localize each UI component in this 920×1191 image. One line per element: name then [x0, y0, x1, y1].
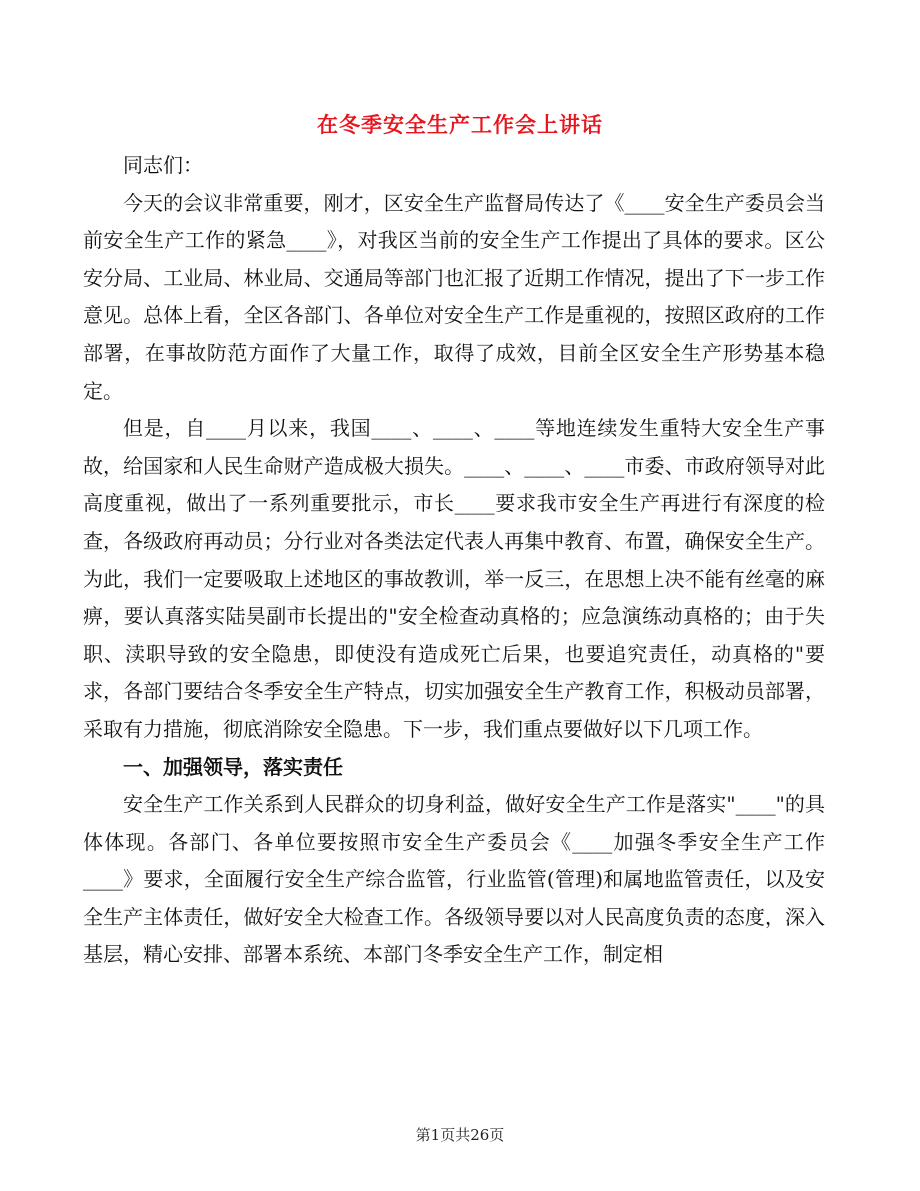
greeting: 同志们：	[123, 153, 203, 177]
page-number: 第1页共26页	[415, 1126, 505, 1144]
document-body	[83, 147, 825, 974]
paragraph-1: 今天的会议非常重要，刚才，区安全生产监督局传达了《____安全生产委员会当前安全生产工作的紧急____》，对我区当前的安全生产工作提出了具体的要求。区公安分局、工业局、林业局、交通局等部门也汇报了近期工作情况，提出了下一步工作意见。总体上看，全区各部门、各单位对安全生产工作是重视的，按照区政府的工作部署，在事故防范方面作了大量工作，取得了成效，目前全区安全生产形势基本稳定。	[83, 190, 825, 403]
section-heading: 一、加强领导，落实责任	[123, 754, 343, 779]
document-title: 在冬季安全生产工作会上讲话	[317, 112, 603, 137]
paragraph-2: 但是，自____月以来，我国____、____、____等地连续发生重特大安全生产事故，给国家和人民生命财产造成极大损失。____、____、____市委、市政府领导对此高度重视，做出了一系列重要批示，市长____要求我市安全生产再进行有深度的检查，各级政府再动员；分行业对各类法定代表人再集中教育、布置，确保安全生产。为此，我们一定要吸取上述地区的事故教训，举一反三，在思想上决不能有丝毫的麻痹，要认真落实陆昊副市长提出的"安全检查动真格的；应急演练动真格的；由于失职、渎职导致的安全隐患，即使没有造成死亡后果，也要追究责任，动真格的"要求，各部门要结合冬季安全生产特点，切实加强安全生产教育工作，积极动员部署，采取有力措施，彻底消除安全隐患。下一步，我们重点要做好以下几项工作。	[83, 416, 825, 741]
section-paragraph: 安全生产工作关系到人民群众的切身利益，做好安全生产工作是落实"____"的具体体现。各部门、各单位要按照市安全生产委员会《____加强冬季安全生产工作____》要求，全面履行安全生产综合监管，行业监管(管理)和属地监管责任，以及安全生产主体责任，做好安全大检查工作。各级领导要以对人民高度负责的态度，深入基层，精心安排、部署本系统、本部门冬季安全生产工作，制定相	[83, 792, 825, 967]
